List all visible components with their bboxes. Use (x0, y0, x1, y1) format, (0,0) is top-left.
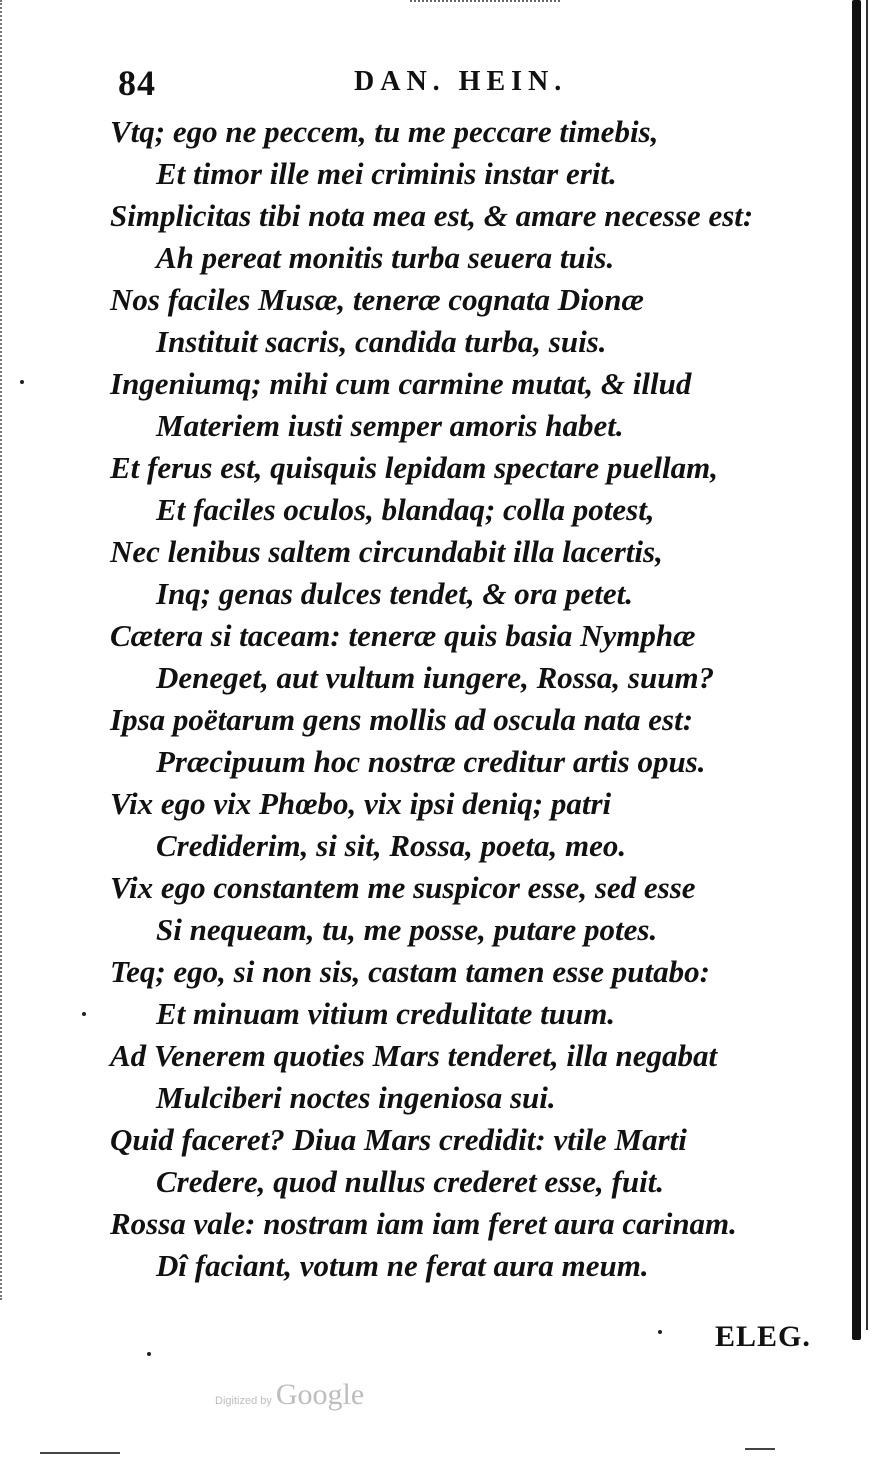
bottom-edge-mark (745, 1448, 775, 1450)
verse-line: Dî faciant, votum ne ferat aura meum. (156, 1248, 649, 1283)
verse-line: Cætera si taceam: teneræ quis basia Nymphæ (110, 618, 696, 653)
ink-speck (658, 1330, 662, 1334)
verse-line: Deneget, aut vultum iungere, Rossa, suum? (156, 660, 715, 695)
verse-line: Et faciles oculos, blandaq; colla potest, (156, 492, 655, 527)
verse-line: Nos faciles Musæ, teneræ cognata Dionæ (110, 282, 644, 317)
verse-line: Credere, quod nullus crederet esse, fuit. (156, 1164, 665, 1199)
verse-line: Ipsa poëtarum gens mollis ad oscula nata est: (110, 702, 694, 737)
verse-line: Mulciberi noctes ingeniosa sui. (156, 1080, 556, 1115)
verse-line: Et ferus est, quisquis lepidam spectare puellam, (110, 450, 718, 485)
verse-line: Inq; genas dulces tendet, & ora petet. (156, 576, 634, 611)
digitized-watermark (215, 1378, 364, 1412)
page-left-edge (0, 0, 8, 1300)
ink-speck (82, 1012, 86, 1016)
top-edge-mark (410, 0, 560, 6)
verse-line: Simplicitas tibi nota mea est, & amare necesse est: (110, 198, 754, 233)
verse-line: Vtq; ego ne peccem, tu me peccare timebis, (110, 114, 659, 149)
ink-speck (20, 380, 24, 384)
page-right-edge-line (866, 0, 868, 1330)
ink-speck (147, 1352, 151, 1356)
page-number: 84 (118, 63, 156, 103)
catchword: ELEG. (715, 1320, 811, 1353)
bottom-edge-mark (40, 1452, 120, 1454)
verse-line: Quid faceret? Diua Mars credidit: vtile Marti (110, 1122, 687, 1157)
verse-line: Teq; ego, si non sis, castam tamen esse putabo: (110, 954, 710, 989)
watermark-prefix: Digitized by (215, 1395, 272, 1407)
watermark-brand: Google (275, 1378, 365, 1411)
verse-line: Ingeniumq; mihi cum carmine mutat, & illud (110, 366, 692, 401)
verse-line: Vix ego vix Phœbo, vix ipsi deniq; patri (110, 786, 612, 821)
running-head: DAN. HEIN. (354, 66, 568, 97)
verse-line: Nec lenibus saltem circundabit illa lacertis, (110, 534, 663, 569)
verse-line: Materiem iusti semper amoris habet. (156, 408, 624, 443)
verse-line: Et minuam vitium credulitate tuum. (156, 996, 616, 1031)
verse-line: Ah pereat monitis turba seuera tuis. (156, 240, 615, 275)
verse-line: Instituit sacris, candida turba, suis. (156, 324, 607, 359)
page-header (118, 62, 638, 106)
verse-line: Crediderim, si sit, Rossa, poeta, meo. (156, 828, 627, 863)
verse-line: Et timor ille mei criminis instar erit. (156, 156, 617, 191)
verse-line: Vix ego constantem me suspicor esse, sed esse (110, 870, 696, 905)
verse-line: Si nequeam, tu, me posse, putare potes. (156, 912, 658, 947)
verse-line: Præcipuum hoc nostræ creditur artis opus. (156, 744, 706, 779)
page-right-edge (852, 0, 861, 1340)
verse-line: Ad Venerem quoties Mars tenderet, illa negabat (110, 1038, 718, 1073)
verse-line: Rossa vale: nostram iam iam feret aura carinam. (110, 1206, 737, 1241)
